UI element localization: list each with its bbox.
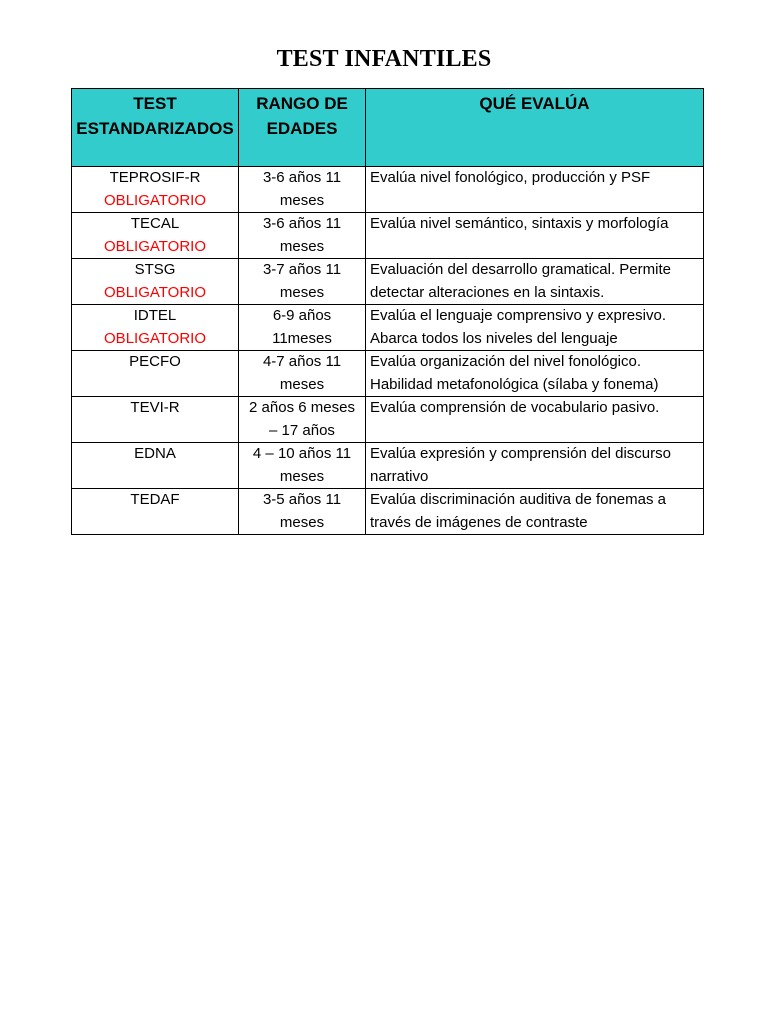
test-cell (72, 397, 239, 443)
table-row (72, 397, 704, 443)
table-header-row (72, 89, 704, 167)
age-range: 3-7 años 11 meses (239, 259, 366, 305)
table-row (72, 259, 704, 305)
age-range: 6-9 años 11meses (239, 305, 366, 351)
mandatory-label: OBLIGATORIO (104, 283, 206, 301)
test-cell (72, 167, 239, 213)
test-name: EDNA (134, 445, 176, 462)
evaluates: Evalúa nivel fonológico, producción y PSF (366, 167, 704, 213)
age-range: 3-6 años 11 meses (239, 213, 366, 259)
test-name: STSG (134, 261, 176, 278)
table-row (72, 443, 704, 489)
test-name: IDTEL (133, 307, 177, 324)
table-row (72, 213, 704, 259)
test-name: TECAL (130, 215, 180, 232)
test-name: TEDAF (130, 491, 180, 508)
test-cell (72, 213, 239, 259)
test-cell (72, 305, 239, 351)
evaluates: Evalúa comprensión de vocabulario pasivo. (366, 397, 704, 443)
age-range: 3-6 años 11 meses (239, 167, 366, 213)
table-row (72, 305, 704, 351)
evaluates: Evalúa expresión y comprensión del discurso narrativo (366, 443, 704, 489)
mandatory-label: OBLIGATORIO (104, 237, 206, 255)
evaluates: Evaluación del desarrollo gramatical. Permite detectar alteraciones en la sintaxis. (366, 259, 704, 305)
table-row (72, 489, 704, 535)
evaluates: Evalúa nivel semántico, sintaxis y morfología (366, 213, 704, 259)
header-range: RANGO DE EDADES (239, 89, 366, 167)
evaluates: Evalúa el lenguaje comprensivo y expresivo. Abarca todos los niveles del lenguaje (366, 305, 704, 351)
test-name: PECFO (129, 353, 181, 370)
test-cell (72, 443, 239, 489)
page-title: TEST INFANTILES (276, 46, 492, 72)
age-range: 2 años 6 meses – 17 años (239, 397, 366, 443)
table-row (72, 351, 704, 397)
test-cell (72, 489, 239, 535)
mandatory-label: OBLIGATORIO (104, 329, 206, 347)
test-name: TEPROSIF-R (109, 169, 201, 186)
evaluates: Evalúa discriminación auditiva de fonemas a través de imágenes de contraste (366, 489, 704, 535)
age-range: 4 – 10 años 11 meses (239, 443, 366, 489)
mandatory-label: OBLIGATORIO (104, 191, 206, 209)
tests-table (71, 88, 704, 535)
table-row (72, 167, 704, 213)
header-what: QUÉ EVALÚA (366, 89, 704, 167)
header-test: TEST ESTANDARIZADOS (72, 89, 239, 167)
age-range: 4-7 años 11 meses (239, 351, 366, 397)
test-name: TEVI-R (130, 399, 180, 416)
test-cell (72, 351, 239, 397)
test-cell (72, 259, 239, 305)
evaluates: Evalúa organización del nivel fonológico. Habilidad metafonológica (sílaba y fonema) (366, 351, 704, 397)
age-range: 3-5 años 11 meses (239, 489, 366, 535)
